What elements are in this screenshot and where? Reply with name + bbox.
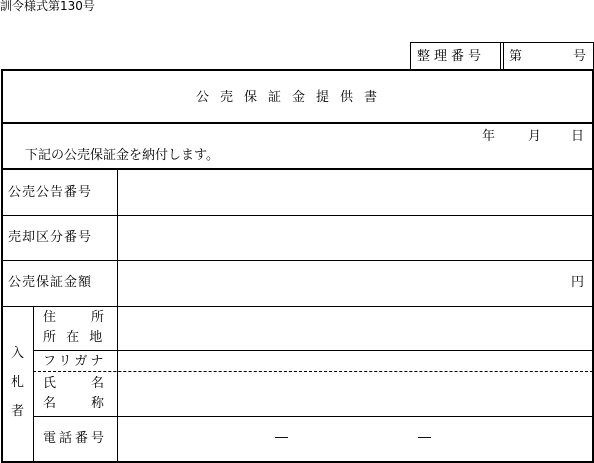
furigana-field[interactable] (119, 352, 591, 370)
phone-separator-1: ― (275, 430, 288, 445)
name-label-line1: 氏 名 (43, 376, 108, 391)
furigana-label: フリガナ (43, 354, 107, 369)
bidder-section-label-3: 者 (11, 404, 25, 419)
deposit-amount-field[interactable] (119, 262, 569, 305)
address-label-line1: 住 所 (43, 310, 108, 325)
phone-separator-2: ― (418, 430, 431, 445)
deposit-statement: 下記の公売保証金を納付します。 (25, 148, 219, 163)
notice-number-label: 公売公告番号 (8, 185, 93, 200)
yen-unit-label: 円 (571, 275, 585, 290)
date-day-label: 日 (571, 129, 585, 144)
name-label-line2: 名 称 (43, 396, 108, 411)
form-title: 公売保証金提供書 (196, 90, 389, 105)
reference-number-label: 整理番号 (417, 49, 486, 64)
reference-number-suffix: 号 (573, 49, 587, 64)
address-label-line2: 所 在 地 (43, 330, 106, 345)
date-month-label: 月 (528, 129, 542, 144)
phone-label: 電話番号 (43, 431, 108, 446)
sale-unit-number-field[interactable] (119, 217, 591, 259)
deposit-amount-label: 公売保証金額 (8, 275, 93, 290)
date-year-label: 年 (482, 129, 496, 144)
bidder-section-label-2: 札 (11, 375, 25, 390)
phone-field[interactable] (119, 418, 591, 460)
notice-number-field[interactable] (119, 170, 591, 214)
reference-number-prefix: 第 (509, 49, 523, 64)
form-id: 訓令様式第130号 (0, 0, 95, 13)
bidder-section-label-1: 入 (11, 346, 25, 361)
sale-unit-number-label: 売却区分番号 (8, 230, 93, 245)
name-field[interactable] (119, 373, 591, 415)
address-field[interactable] (119, 308, 591, 349)
